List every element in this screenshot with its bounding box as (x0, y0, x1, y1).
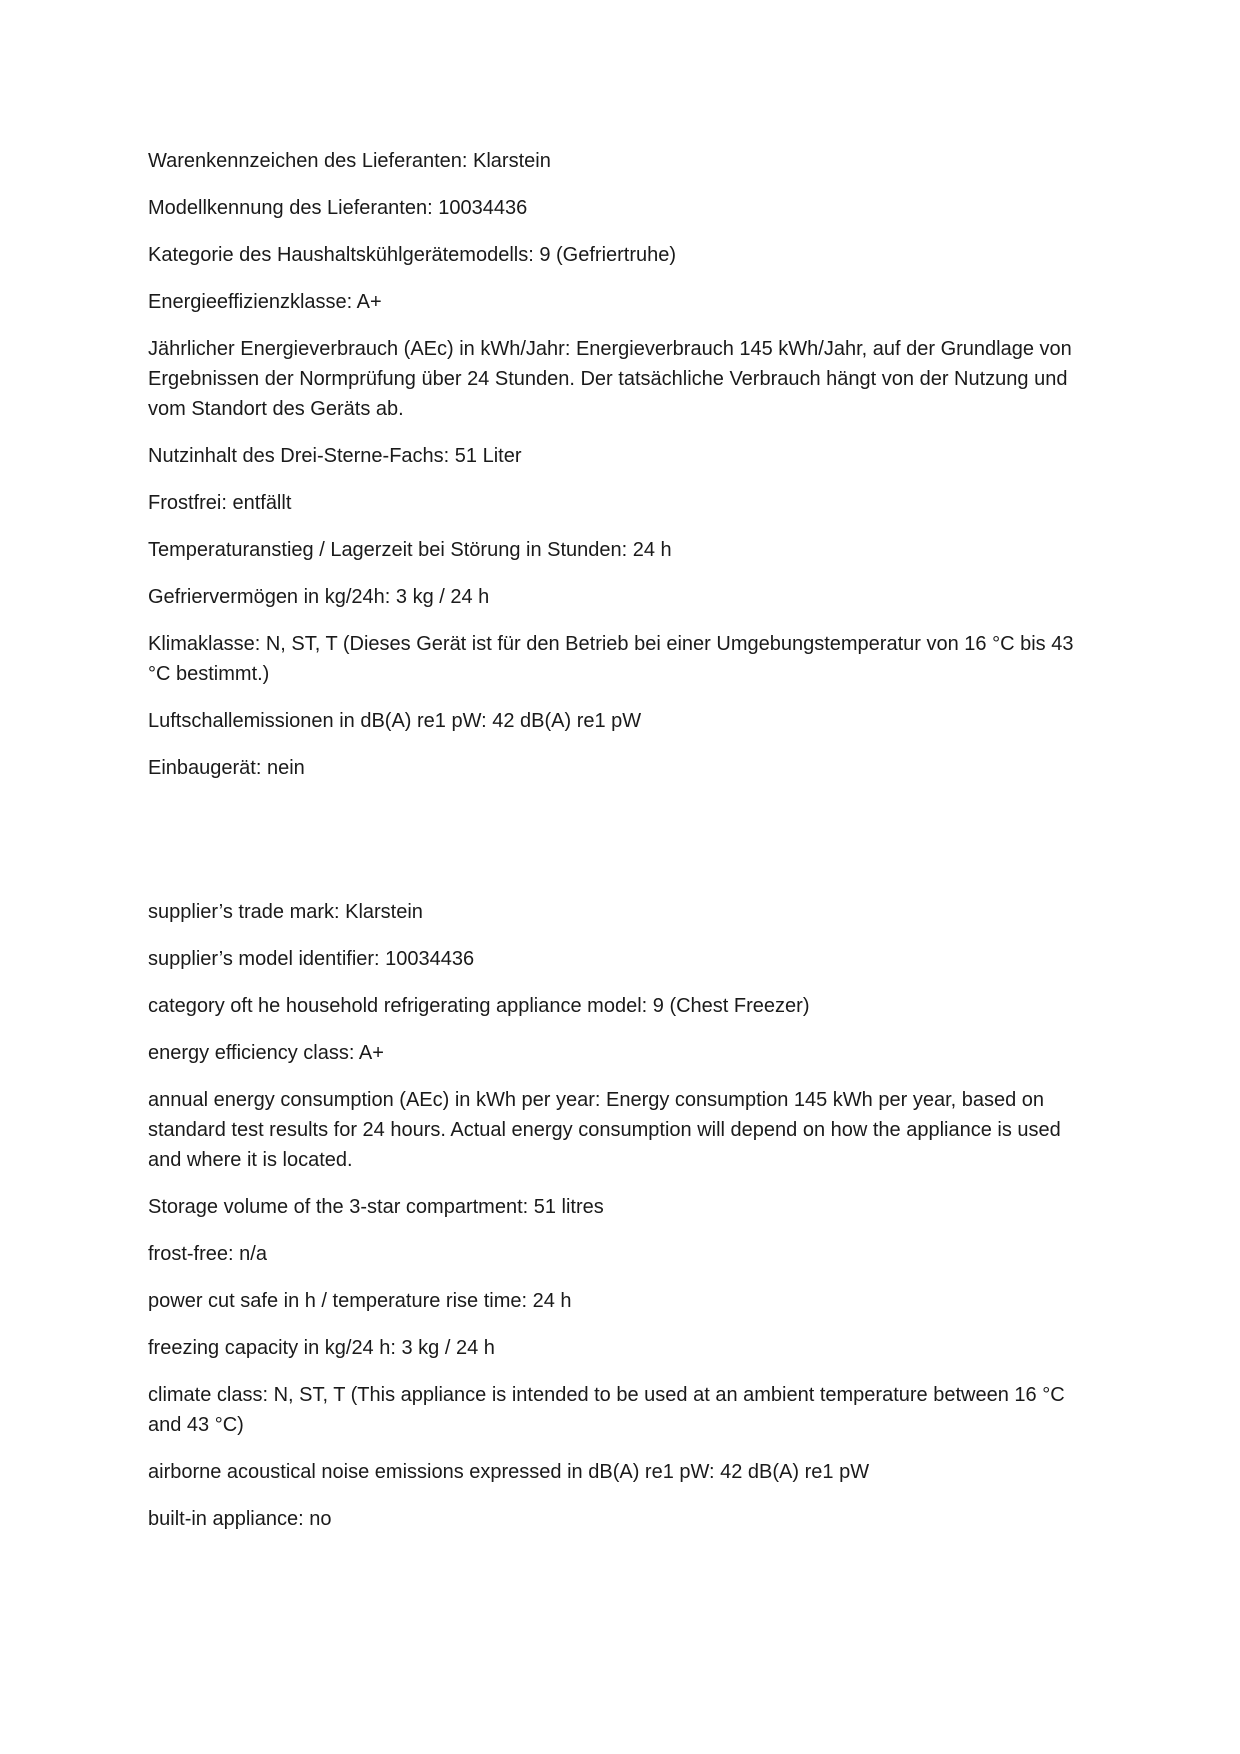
spec-trade-mark-de: Warenkennzeichen des Lieferanten: Klarstein (148, 150, 551, 172)
spec-freezing-capacity-de: Gefriervermögen in kg/24h: 3 kg / 24 h (148, 586, 490, 608)
spec-model-identifier-de: Modellkennung des Lieferanten: 10034436 (148, 197, 528, 219)
spec-frost-free-de: Frostfrei: entfällt (148, 492, 292, 514)
spec-storage-volume-de: Nutzinhalt des Drei-Sterne-Fachs: 51 Liter (148, 445, 522, 467)
english-section (148, 897, 1092, 1551)
spec-noise-emissions-en: airborne acoustical noise emissions expressed in dB(A) re1 pW: 42 dB(A) re1 pW (148, 1461, 870, 1483)
spec-category-en: category oft he household refrigerating appliance model: 9 (Chest Freezer) (148, 995, 810, 1017)
spec-built-in-en: built-in appliance: no (148, 1508, 332, 1530)
german-section (148, 146, 1092, 800)
spec-noise-emissions-de: Luftschallemissionen in dB(A) re1 pW: 42 dB(A) re1 pW (148, 710, 642, 732)
spec-trade-mark-en: supplier’s trade mark: Klarstein (148, 901, 423, 923)
spec-energy-consumption-de: Jährlicher Energieverbrauch (AEc) in kWh/Jahr: Energieverbrauch 145 kWh/Jahr, auf der Grundlage von Ergebnissen der Normprüfung über 24 Stunden. Der tatsächliche Verbrauch hängt von der Nutzung und vom Standort des Geräts ab. (148, 338, 1072, 420)
spec-temperature-rise-en: power cut safe in h / temperature rise time: 24 h (148, 1290, 572, 1312)
spec-built-in-de: Einbaugerät: nein (148, 757, 305, 779)
spec-storage-volume-en: Storage volume of the 3-star compartment: 51 litres (148, 1196, 604, 1218)
spec-model-identifier-en: supplier’s model identifier: 10034436 (148, 948, 475, 970)
spec-temperature-rise-de: Temperaturanstieg / Lagerzeit bei Störung in Stunden: 24 h (148, 539, 672, 561)
spec-energy-consumption-en: annual energy consumption (AEc) in kWh per year: Energy consumption 145 kWh per year, based on standard test results for 24 hours. Actual energy consumption will depend on how the appliance is used and where it is located. (148, 1089, 1061, 1171)
spec-energy-class-de: Energieeffizienzklasse: A+ (148, 291, 382, 313)
spec-category-de: Kategorie des Haushaltskühlgerätemodells: 9 (Gefriertruhe) (148, 244, 677, 266)
spec-freezing-capacity-en: freezing capacity in kg/24 h: 3 kg / 24 h (148, 1337, 495, 1359)
spec-climate-class-en: climate class: N, ST, T (This appliance is intended to be used at an ambient temperature between 16 °C and 43 °C) (148, 1384, 1065, 1436)
spec-climate-class-de: Klimaklasse: N, ST, T (Dieses Gerät ist für den Betrieb bei einer Umgebungstemperatur von 16 °C bis 43 °C bestimmt.) (148, 633, 1074, 685)
spec-energy-class-en: energy efficiency class: A+ (148, 1042, 384, 1064)
spec-frost-free-en: frost-free: n/a (148, 1243, 267, 1265)
